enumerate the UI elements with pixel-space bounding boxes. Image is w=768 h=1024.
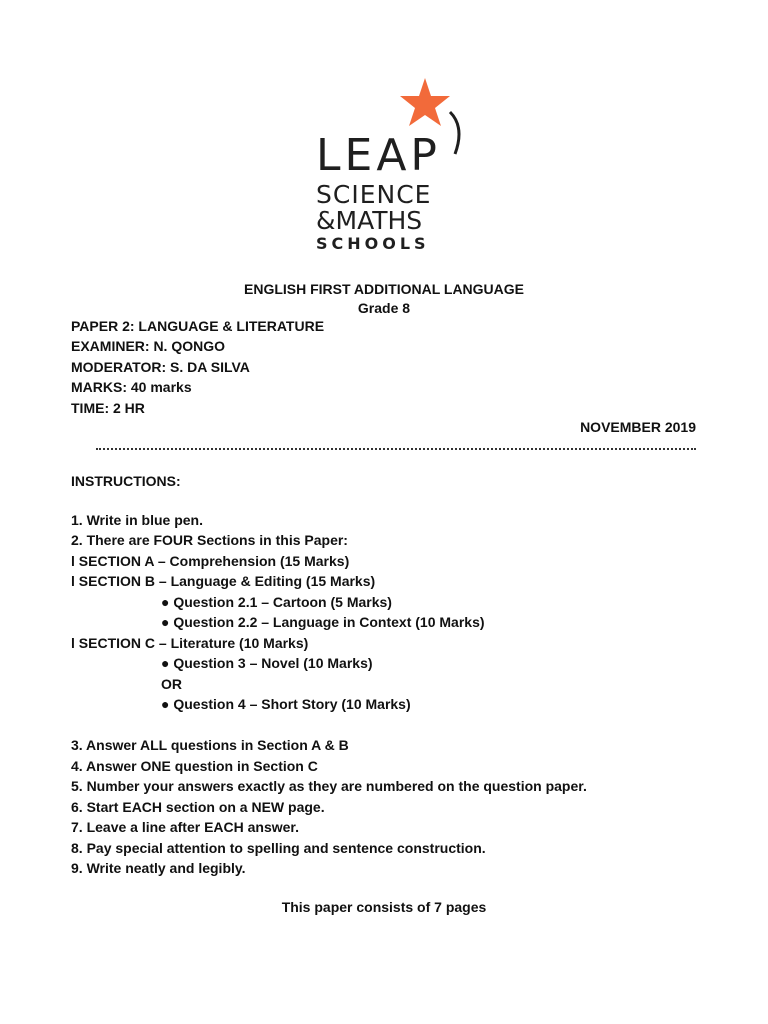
logo-science-text: SCIENCE bbox=[316, 180, 432, 209]
logo-schools-text: SCHOOLS bbox=[316, 234, 430, 253]
logo-leap-text: LEAP bbox=[316, 130, 441, 181]
question-4-item: ● Question 4 – Short Story (10 Marks) bbox=[161, 696, 411, 712]
grade-title: Grade 8 bbox=[357, 300, 411, 316]
logo-maths-text: &MATHS bbox=[316, 206, 423, 235]
subject-title: ENGLISH FIRST ADDITIONAL LANGUAGE bbox=[244, 281, 524, 297]
paper-line: PAPER 2: LANGUAGE & LITERATURE bbox=[71, 318, 325, 334]
logo-star bbox=[400, 78, 450, 126]
instruction-item-8: 8. Pay special attention to spelling and sentence construction. bbox=[71, 840, 486, 856]
instruction-item-7: 7. Leave a line after EACH answer. bbox=[71, 819, 299, 835]
instruction-item-6: 6. Start EACH section on a NEW page. bbox=[71, 799, 325, 815]
instruction-item-1: 1. Write in blue pen. bbox=[71, 512, 203, 528]
section-b-item: l SECTION B – Language & Editing (15 Marks) bbox=[71, 573, 376, 589]
instruction-item-9: 9. Write neatly and legibly. bbox=[71, 860, 246, 876]
question-2-2-item: ● Question 2.2 – Language in Context (10 Marks) bbox=[161, 614, 485, 630]
instruction-item-5: 5. Number your answers exactly as they are numbered on the question paper. bbox=[71, 778, 587, 794]
marks-line: MARKS: 40 marks bbox=[71, 379, 192, 395]
exam-date: NOVEMBER 2019 bbox=[580, 419, 696, 435]
question-3-item: ● Question 3 – Novel (10 Marks) bbox=[161, 655, 373, 671]
examiner-line: EXAMINER: N. QONGO bbox=[71, 338, 226, 354]
instructions-heading: INSTRUCTIONS: bbox=[71, 473, 181, 489]
moderator-line: MODERATOR: S. DA SILVA bbox=[71, 359, 250, 375]
time-line: TIME: 2 HR bbox=[71, 400, 145, 416]
dotted-divider bbox=[96, 448, 696, 452]
or-text: OR bbox=[161, 676, 182, 692]
instruction-item-3: 3. Answer ALL questions in Section A & B bbox=[71, 737, 349, 753]
logo-swoosh bbox=[450, 112, 459, 154]
instruction-item-4: 4. Answer ONE question in Section C bbox=[71, 758, 318, 774]
section-c-item: l SECTION C – Literature (10 Marks) bbox=[71, 635, 309, 651]
school-logo bbox=[300, 72, 470, 262]
question-2-1-item: ● Question 2.1 – Cartoon (5 Marks) bbox=[161, 594, 392, 610]
section-a-item: l SECTION A – Comprehension (15 Marks) bbox=[71, 553, 350, 569]
page-count-note: This paper consists of 7 pages bbox=[281, 899, 487, 915]
instruction-item-2: 2. There are FOUR Sections in this Paper: bbox=[71, 532, 348, 548]
